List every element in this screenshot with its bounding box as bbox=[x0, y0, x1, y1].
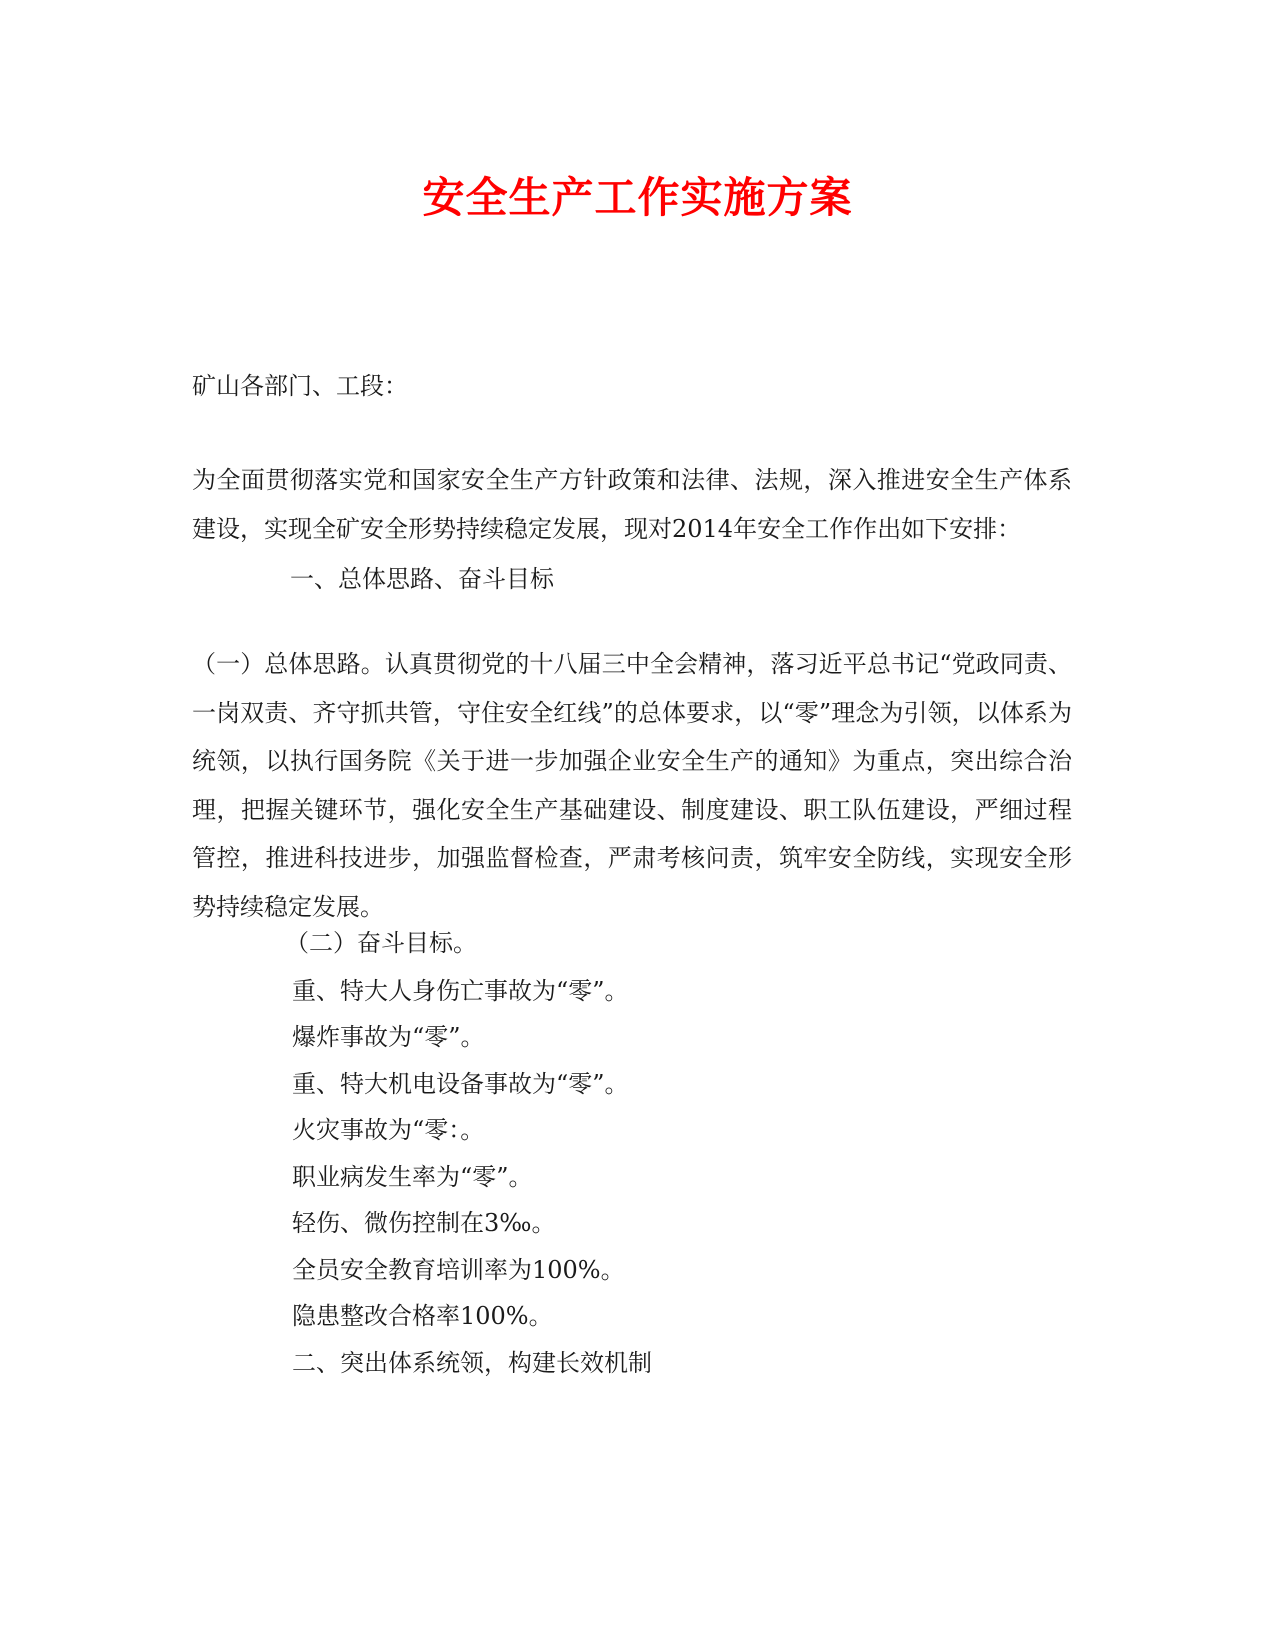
goal-item: 全员安全教育培训率为100%。 bbox=[292, 1256, 625, 1284]
document-title: 安全生产工作实施方案 bbox=[422, 173, 853, 222]
goal-item: 火灾事故为“零：。 bbox=[292, 1116, 485, 1144]
goal-item: 轻伤、微伤控制在3‰。 bbox=[292, 1209, 556, 1237]
goal-item: 职业病发生率为“零”。 bbox=[292, 1163, 533, 1191]
section-2-heading: 二、突出体系统领，构建长效机制 bbox=[292, 1349, 652, 1377]
section-1-1-paragraph: （一）总体思路。认真贯彻党的十八届三中全会精神，落习近平总书记“党政同责、一岗双责、齐守抓共管，守住安全红线”的总体要求，以“零”理念为引领，以体系为统领，以执行国务院《关于进一步加强企业安全生产的通知》为重点，突出综合治理，把握关键环节，强化安全生产基础建设、制度建设、职工队伍建设，严细过程管控，推进科技进步，加强监督检查，严肃考核问责，筑牢安全防线，实现安全形势持续稳定发展。 bbox=[192, 650, 1072, 921]
goal-item: 重、特大人身伤亡事故为“零”。 bbox=[292, 977, 629, 1005]
salutation: 矿山各部门、工段： bbox=[192, 372, 408, 400]
goal-item: 隐患整改合格率100%。 bbox=[292, 1302, 553, 1330]
section-1-2-heading: （二）奋斗目标。 bbox=[285, 929, 477, 957]
goal-item: 重、特大机电设备事故为“零”。 bbox=[292, 1070, 629, 1098]
goal-item: 爆炸事故为“零”。 bbox=[292, 1023, 485, 1051]
section-1-heading: 一、总体思路、奋斗目标 bbox=[290, 565, 554, 593]
intro-paragraph: 为全面贯彻落实党和国家安全生产方针政策和法律、法规，深入推进安全生产体系建设，实现全矿安全形势持续稳定发展，现对2014年安全工作作出如下安排： bbox=[192, 466, 1072, 543]
